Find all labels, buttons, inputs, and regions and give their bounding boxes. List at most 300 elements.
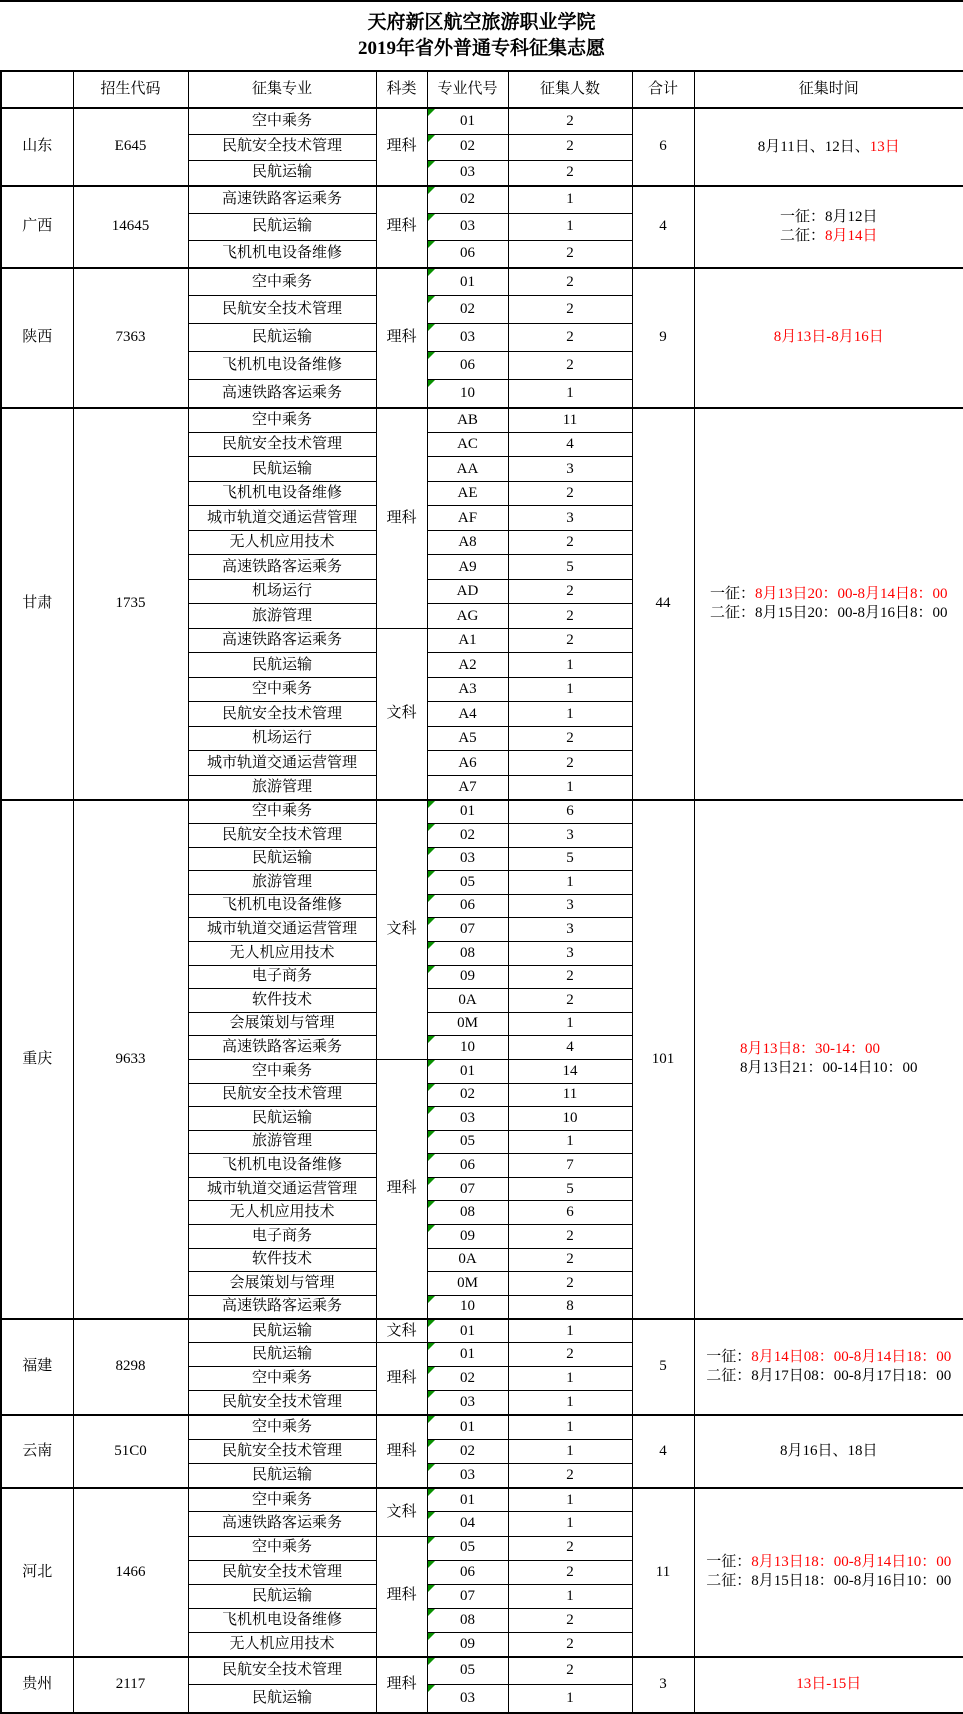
title-line-2: 2019年省外普通专科征集志愿	[357, 38, 605, 59]
total-cell: 9	[632, 268, 694, 408]
major-code-cell: A5	[427, 726, 508, 751]
count-cell: 2	[508, 579, 632, 604]
major-cell: 旅游管理	[188, 604, 376, 629]
major-code-cell: 05	[427, 1130, 508, 1154]
count-cell: 3	[508, 457, 632, 482]
table-row	[1, 1319, 963, 1343]
time-segment-red: 8月14日08：00-8月14日18：00	[751, 1348, 952, 1365]
major-code-cell: AB	[427, 408, 508, 433]
count-cell: 14	[508, 1059, 632, 1083]
major-code-cell: 03	[427, 847, 508, 871]
admission-code-cell: 2117	[73, 1657, 188, 1713]
major-code-cell: 0A	[427, 989, 508, 1013]
excel-flag-triangle-icon	[428, 1107, 435, 1114]
major-cell: 城市轨道交通运营管理	[188, 918, 376, 942]
excel-flag-triangle-icon	[428, 1633, 435, 1640]
time-text-line	[796, 1675, 861, 1694]
major-cell: 高速铁路客运乘务	[188, 186, 376, 213]
admission-code-cell: 14645	[73, 186, 188, 268]
major-cell: 民航安全技术管理	[188, 1560, 376, 1584]
excel-flag-triangle-icon	[428, 1561, 435, 1568]
time-cell	[694, 1319, 963, 1415]
major-cell: 民航运输	[188, 1319, 376, 1343]
admission-code-cell: 8298	[73, 1319, 188, 1415]
major-cell: 空中乘务	[188, 408, 376, 433]
excel-flag-triangle-icon	[428, 324, 435, 331]
major-cell: 旅游管理	[188, 775, 376, 800]
excel-flag-triangle-icon	[428, 1391, 435, 1398]
count-cell: 1	[508, 871, 632, 895]
time-text-line	[706, 1348, 951, 1367]
major-code-cell: A6	[427, 751, 508, 776]
excel-flag-triangle-icon	[428, 1609, 435, 1616]
major-code-cell: 07	[427, 1177, 508, 1201]
time-text	[780, 208, 878, 246]
count-cell: 2	[508, 604, 632, 629]
time-text-line	[740, 1059, 918, 1078]
major-cell: 民航安全技术管理	[188, 1391, 376, 1415]
category-cell: 文科	[376, 1488, 427, 1536]
major-cell: 高速铁路客运乘务	[188, 628, 376, 653]
time-segment: 8月11日、12日、	[757, 138, 870, 155]
major-code-cell: A1	[427, 628, 508, 653]
count-cell: 2	[508, 726, 632, 751]
excel-flag-triangle-icon	[428, 918, 435, 925]
table-row	[1, 408, 963, 433]
count-cell: 2	[508, 160, 632, 186]
major-cell: 机场运行	[188, 579, 376, 604]
major-code-cell: 03	[427, 324, 508, 352]
time-segment: 二征：8月15日18：00-8月16日10：00	[706, 1573, 952, 1590]
count-cell: 3	[508, 918, 632, 942]
count-cell: 2	[508, 1608, 632, 1632]
major-code-cell: 01	[427, 1059, 508, 1083]
count-cell: 2	[508, 352, 632, 380]
excel-flag-triangle-icon	[428, 1036, 435, 1043]
table-row	[1, 268, 963, 296]
time-text	[796, 1675, 861, 1694]
admission-code-cell: E645	[73, 108, 188, 186]
table-row	[1, 1488, 963, 1512]
province-cell: 河北	[1, 1488, 73, 1657]
total-cell: 11	[632, 1488, 694, 1657]
header-cell-category: 科类	[376, 71, 427, 108]
excel-flag-triangle-icon	[428, 871, 435, 878]
major-cell: 软件技术	[188, 1248, 376, 1272]
time-cell	[694, 108, 963, 186]
excel-flag-triangle-icon	[428, 1084, 435, 1091]
major-cell: 高速铁路客运乘务	[188, 555, 376, 580]
major-code-cell: AD	[427, 579, 508, 604]
excel-flag-triangle-icon	[428, 1440, 435, 1447]
major-code-cell: 02	[427, 134, 508, 160]
major-cell: 民航运输	[188, 1584, 376, 1608]
excel-flag-triangle-icon	[428, 1685, 435, 1692]
excel-flag-triangle-icon	[428, 1154, 435, 1161]
major-cell: 会展策划与管理	[188, 1012, 376, 1036]
major-cell: 民航运输	[188, 653, 376, 678]
count-cell: 6	[508, 800, 632, 824]
major-cell: 城市轨道交通运营管理	[188, 506, 376, 531]
admission-code-cell: 9633	[73, 800, 188, 1319]
major-code-cell: 08	[427, 1201, 508, 1225]
excel-flag-triangle-icon	[428, 1201, 435, 1208]
time-segment-red: 8月13日8：30-14：00	[740, 1041, 880, 1058]
major-code-cell: 06	[427, 352, 508, 380]
major-cell: 空中乘务	[188, 1059, 376, 1083]
time-segment: 一征：	[706, 1554, 752, 1571]
excel-flag-triangle-icon	[428, 1320, 435, 1327]
major-code-cell: AG	[427, 604, 508, 629]
count-cell: 2	[508, 1343, 632, 1367]
excel-flag-triangle-icon	[428, 1537, 435, 1544]
major-cell: 旅游管理	[188, 871, 376, 895]
time-text	[774, 328, 884, 347]
excel-flag-triangle-icon	[428, 1225, 435, 1232]
major-cell: 空中乘务	[188, 108, 376, 134]
time-cell	[694, 1657, 963, 1713]
header-cell-major-code: 专业代号	[427, 71, 508, 108]
major-code-cell: 10	[427, 380, 508, 408]
count-cell: 3	[508, 894, 632, 918]
table-row	[1, 1657, 963, 1685]
count-cell: 2	[508, 1632, 632, 1656]
major-code-cell: 06	[427, 1154, 508, 1178]
header-cell-admission-code: 招生代码	[73, 71, 188, 108]
major-cell: 民航安全技术管理	[188, 296, 376, 324]
province-cell: 福建	[1, 1319, 73, 1415]
major-code-cell: AF	[427, 506, 508, 531]
time-segment: 一征：	[706, 1348, 752, 1365]
major-cell: 民航运输	[188, 213, 376, 240]
excel-flag-triangle-icon	[428, 1658, 435, 1665]
major-code-cell: A3	[427, 677, 508, 702]
excel-flag-triangle-icon	[428, 187, 435, 194]
time-segment: 一征：8月12日	[779, 208, 878, 225]
count-cell: 1	[508, 1415, 632, 1439]
count-cell: 5	[508, 847, 632, 871]
count-cell: 2	[508, 1225, 632, 1249]
count-cell: 2	[508, 1464, 632, 1488]
major-code-cell: 01	[427, 268, 508, 296]
major-cell: 高速铁路客运乘务	[188, 1295, 376, 1319]
major-code-cell: 01	[427, 1319, 508, 1343]
table-row	[1, 1415, 963, 1439]
major-code-cell: A7	[427, 775, 508, 800]
major-cell: 民航运输	[188, 1464, 376, 1488]
major-cell: 高速铁路客运乘务	[188, 1036, 376, 1060]
province-cell: 重庆	[1, 800, 73, 1319]
time-text-line	[774, 328, 884, 347]
major-code-cell: AC	[427, 432, 508, 457]
count-cell: 2	[508, 296, 632, 324]
count-cell: 1	[508, 775, 632, 800]
total-cell: 44	[632, 408, 694, 800]
time-cell	[694, 186, 963, 268]
count-cell: 2	[508, 1248, 632, 1272]
count-cell: 2	[508, 1272, 632, 1296]
major-cell: 民航安全技术管理	[188, 702, 376, 727]
major-code-cell: 01	[427, 800, 508, 824]
major-cell: 空中乘务	[188, 268, 376, 296]
excel-flag-triangle-icon	[428, 214, 435, 221]
major-code-cell: 09	[427, 965, 508, 989]
count-cell: 1	[508, 653, 632, 678]
count-cell: 10	[508, 1107, 632, 1131]
excel-flag-triangle-icon	[428, 1416, 435, 1423]
count-cell: 1	[508, 677, 632, 702]
major-code-cell: A9	[427, 555, 508, 580]
count-cell: 5	[508, 555, 632, 580]
excel-flag-triangle-icon	[428, 1296, 435, 1303]
count-cell: 1	[508, 702, 632, 727]
major-code-cell: 03	[427, 1107, 508, 1131]
excel-flag-triangle-icon	[428, 296, 435, 303]
table-body	[1, 108, 963, 1713]
header-cell-count: 征集人数	[508, 71, 632, 108]
time-text	[740, 1040, 918, 1078]
count-cell: 1	[508, 186, 632, 213]
excel-flag-triangle-icon	[428, 1367, 435, 1374]
excel-flag-triangle-icon	[428, 1464, 435, 1471]
excel-flag-triangle-icon	[428, 1343, 435, 1350]
major-cell: 飞机机电设备维修	[188, 241, 376, 268]
category-cell: 理科	[376, 186, 427, 268]
time-text	[710, 585, 948, 623]
major-code-cell: 10	[427, 1036, 508, 1060]
time-segment: 8月13日21：00-14日10：00	[740, 1060, 918, 1077]
count-cell: 2	[508, 324, 632, 352]
major-code-cell: 0A	[427, 1248, 508, 1272]
count-cell: 2	[508, 481, 632, 506]
excel-flag-triangle-icon	[428, 1585, 435, 1592]
excel-flag-triangle-icon	[428, 966, 435, 973]
count-cell: 8	[508, 1295, 632, 1319]
count-cell: 2	[508, 268, 632, 296]
table-row	[1, 800, 963, 824]
major-cell: 城市轨道交通运营管理	[188, 1177, 376, 1201]
major-cell: 民航运输	[188, 847, 376, 871]
count-cell: 1	[508, 1584, 632, 1608]
major-code-cell: 01	[427, 1415, 508, 1439]
count-cell: 3	[508, 941, 632, 965]
category-cell: 理科	[376, 108, 427, 186]
major-code-cell: 02	[427, 823, 508, 847]
admission-code-cell: 7363	[73, 268, 188, 408]
time-text-line	[740, 1040, 918, 1059]
major-code-cell: AA	[427, 457, 508, 482]
major-code-cell: 03	[427, 1391, 508, 1415]
category-cell: 文科	[376, 628, 427, 800]
category-cell: 理科	[376, 1059, 427, 1319]
time-text	[706, 1553, 951, 1591]
excel-flag-triangle-icon	[428, 824, 435, 831]
count-cell: 2	[508, 1657, 632, 1685]
major-cell: 飞机机电设备维修	[188, 352, 376, 380]
major-cell: 民航安全技术管理	[188, 134, 376, 160]
category-cell: 理科	[376, 1415, 427, 1488]
major-cell: 飞机机电设备维修	[188, 1154, 376, 1178]
total-cell: 6	[632, 108, 694, 186]
count-cell: 2	[508, 751, 632, 776]
excel-flag-triangle-icon	[428, 269, 435, 276]
category-cell: 理科	[376, 1657, 427, 1713]
major-code-cell: 07	[427, 918, 508, 942]
major-cell: 无人机应用技术	[188, 941, 376, 965]
time-segment-red: 8月13日18：00-8月14日10：00	[751, 1554, 952, 1571]
province-cell: 云南	[1, 1415, 73, 1488]
excel-flag-triangle-icon	[428, 895, 435, 902]
time-segment: 8月16日、18日	[779, 1442, 878, 1459]
total-cell: 3	[632, 1657, 694, 1713]
page-title	[0, 2, 963, 70]
major-cell: 空中乘务	[188, 1415, 376, 1439]
count-cell: 7	[508, 1154, 632, 1178]
title-line-1: 天府新区航空旅游职业学院	[367, 12, 596, 33]
major-code-cell: 01	[427, 1488, 508, 1512]
major-cell: 高速铁路客运乘务	[188, 1512, 376, 1536]
major-cell: 空中乘务	[188, 800, 376, 824]
total-cell: 5	[632, 1319, 694, 1415]
major-code-cell: 02	[427, 1367, 508, 1391]
table-row	[1, 186, 963, 213]
excel-flag-triangle-icon	[428, 1512, 435, 1519]
major-code-cell: 02	[427, 1083, 508, 1107]
excel-flag-triangle-icon	[428, 848, 435, 855]
time-segment-red: 13日-15日	[796, 1676, 862, 1692]
major-cell: 飞机机电设备维修	[188, 481, 376, 506]
major-cell: 空中乘务	[188, 1488, 376, 1512]
major-cell: 高速铁路客运乘务	[188, 380, 376, 408]
category-cell: 理科	[376, 1343, 427, 1415]
major-cell: 电子商务	[188, 1225, 376, 1249]
time-segment-red: 8月14日	[825, 227, 878, 244]
time-text	[758, 138, 900, 157]
header-cell-major: 征集专业	[188, 71, 376, 108]
major-code-cell: 06	[427, 894, 508, 918]
excel-flag-triangle-icon	[428, 161, 435, 168]
major-code-cell: AE	[427, 481, 508, 506]
major-cell: 软件技术	[188, 989, 376, 1013]
time-text-line	[710, 604, 948, 623]
count-cell: 2	[508, 108, 632, 134]
count-cell: 1	[508, 1512, 632, 1536]
count-cell: 3	[508, 823, 632, 847]
category-cell: 理科	[376, 408, 427, 629]
excel-flag-triangle-icon	[428, 1131, 435, 1138]
count-cell: 2	[508, 965, 632, 989]
table-row	[1, 108, 963, 134]
time-cell	[694, 408, 963, 800]
major-code-cell: 03	[427, 213, 508, 240]
header-cell-blank	[1, 71, 73, 108]
count-cell: 1	[508, 1488, 632, 1512]
time-cell	[694, 1488, 963, 1657]
time-text	[780, 1442, 878, 1461]
major-cell: 电子商务	[188, 965, 376, 989]
major-cell: 无人机应用技术	[188, 1632, 376, 1656]
excel-flag-triangle-icon	[428, 801, 435, 808]
excel-flag-triangle-icon	[428, 241, 435, 248]
time-text-line	[758, 138, 900, 157]
major-cell: 空中乘务	[188, 1367, 376, 1391]
province-cell: 甘肃	[1, 408, 73, 800]
major-code-cell: 05	[427, 1536, 508, 1560]
count-cell: 6	[508, 1201, 632, 1225]
excel-flag-triangle-icon	[428, 135, 435, 142]
time-segment: 二征：	[779, 227, 825, 244]
time-segment-red: 8月13日20：00-8月14日8：00	[755, 585, 948, 602]
time-text-line	[706, 1572, 951, 1591]
total-cell: 4	[632, 1415, 694, 1488]
major-code-cell: A8	[427, 530, 508, 555]
count-cell: 2	[508, 1560, 632, 1584]
major-cell: 民航运输	[188, 1107, 376, 1131]
total-cell: 101	[632, 800, 694, 1319]
time-cell	[694, 1415, 963, 1488]
time-text-line	[780, 208, 878, 227]
major-code-cell: 06	[427, 1560, 508, 1584]
major-code-cell: 02	[427, 186, 508, 213]
major-cell: 会展策划与管理	[188, 1272, 376, 1296]
excel-flag-triangle-icon	[428, 109, 435, 116]
major-cell: 民航安全技术管理	[188, 432, 376, 457]
major-code-cell: 09	[427, 1225, 508, 1249]
count-cell: 4	[508, 1036, 632, 1060]
major-code-cell: A2	[427, 653, 508, 678]
time-segment: 二征：8月17日08：00-8月17日18：00	[706, 1367, 952, 1384]
major-cell: 民航安全技术管理	[188, 1083, 376, 1107]
count-cell: 3	[508, 506, 632, 531]
excel-flag-triangle-icon	[428, 352, 435, 359]
count-cell: 2	[508, 989, 632, 1013]
time-segment: 一征：	[709, 585, 755, 602]
major-code-cell: 05	[427, 871, 508, 895]
category-cell: 理科	[376, 1536, 427, 1656]
excel-flag-triangle-icon	[428, 942, 435, 949]
major-cell: 城市轨道交通运营管理	[188, 751, 376, 776]
major-code-cell: 03	[427, 1685, 508, 1713]
major-cell: 飞机机电设备维修	[188, 894, 376, 918]
count-cell: 4	[508, 432, 632, 457]
major-code-cell: 07	[427, 1584, 508, 1608]
time-text-line	[780, 227, 878, 246]
major-cell: 民航安全技术管理	[188, 823, 376, 847]
time-text-line	[780, 1442, 878, 1461]
province-cell: 陕西	[1, 268, 73, 408]
major-cell: 民航运输	[188, 160, 376, 186]
category-cell: 文科	[376, 1319, 427, 1343]
count-cell: 1	[508, 1367, 632, 1391]
count-cell: 1	[508, 1685, 632, 1713]
major-code-cell: 08	[427, 941, 508, 965]
major-code-cell: 03	[427, 1464, 508, 1488]
count-cell: 2	[508, 628, 632, 653]
major-code-cell: 08	[427, 1608, 508, 1632]
major-code-cell: 0M	[427, 1272, 508, 1296]
time-segment: 二征：8月15日20：00-8月16日8：00	[709, 604, 948, 621]
time-text-line	[706, 1367, 951, 1386]
count-cell: 11	[508, 1083, 632, 1107]
major-code-cell: 04	[427, 1512, 508, 1536]
major-cell: 旅游管理	[188, 1130, 376, 1154]
time-text	[706, 1348, 951, 1386]
admission-table	[0, 70, 963, 1714]
admission-code-cell: 1466	[73, 1488, 188, 1657]
admission-code-cell: 1735	[73, 408, 188, 800]
province-cell: 山东	[1, 108, 73, 186]
time-cell	[694, 268, 963, 408]
